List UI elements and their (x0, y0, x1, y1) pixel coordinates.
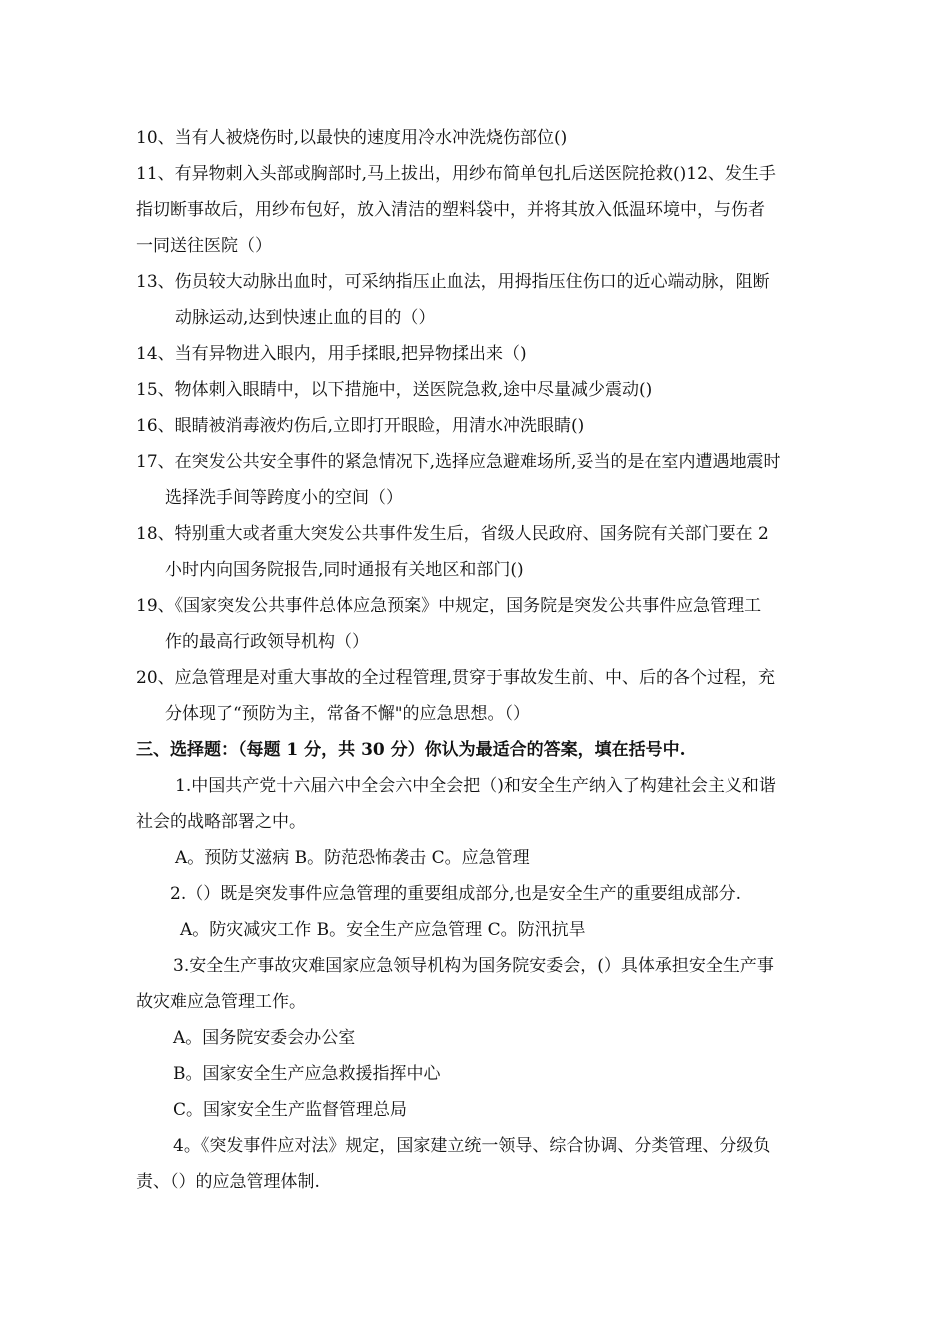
question-14: 14、当有异物进入眼内，用手揉眼,把异物揉出来（) (136, 344, 527, 364)
choice-2-options: A。防灾减灾工作 B。安全生产应急管理 C。防汛抗旱 (180, 920, 586, 940)
question-18-line-2: 小时内向国务院报告,同时通报有关地区和部门() (165, 560, 524, 580)
choice-3-line-1: 3.安全生产事故灾难国家应急领导机构为国务院安委会，(）具体承担安全生产事 (173, 956, 774, 976)
question-20-line-1: 20、应急管理是对重大事故的全过程管理,贯穿于事故发生前、中、后的各个过程，充 (136, 668, 776, 688)
section-three-heading: 三、选择题：（每题 1 分，共 30 分）你认为最适合的答案，填在括号中. (136, 740, 686, 760)
choice-3-line-2: 故灾难应急管理工作。 (136, 992, 306, 1012)
question-13-line-1: 13、伤员较大动脉出血时，可采纳指压止血法，用拇指压住伤口的近心端动脉，阻断 (136, 272, 770, 292)
question-11-line-1: 11、有异物刺入头部或胸部时,马上拔出，用纱布简单包扎后送医院抢救()12、发生手 (136, 164, 776, 184)
question-13-line-2: 动脉运动,达到快速止血的目的（） (175, 308, 436, 328)
question-20-line-2: 分体现了“预防为主，常备不懈"的应急思想。（） (165, 704, 531, 724)
choice-4-line-1: 4。《突发事件应对法》规定，国家建立统一领导、综合协调、分类管理、分级负 (173, 1136, 771, 1156)
question-18-line-1: 18、特别重大或者重大突发公共事件发生后，省级人民政府、国务院有关部门要在 2 (136, 524, 769, 544)
choice-1-options: A。预防艾滋病 B。防范恐怖袭击 C。应急管理 (175, 848, 530, 868)
question-17-line-1: 17、在突发公共安全事件的紧急情况下,选择应急避难场所,妥当的是在室内遭遇地震时 (136, 452, 781, 472)
question-10: 10、当有人被烧伤时,以最快的速度用冷水冲洗烧伤部位() (136, 128, 568, 148)
choice-3-option-b: B。国家安全生产应急救援指挥中心 (173, 1064, 441, 1084)
question-19-line-2: 作的最高行政领导机构（） (165, 632, 369, 652)
question-19-line-1: 19、《国家突发公共事件总体应急预案》中规定，国务院是突发公共事件应急管理工 (136, 596, 762, 616)
choice-3-option-a: A。国务院安委会办公室 (173, 1028, 356, 1048)
question-15: 15、物体刺入眼睛中，以下措施中，送医院急救,途中尽量减少震动() (136, 380, 653, 400)
question-16: 16、眼睛被消毒液灼伤后,立即打开眼睑，用清水冲洗眼睛() (136, 416, 585, 436)
choice-3-option-c: C。国家安全生产监督管理总局 (173, 1100, 408, 1120)
question-12-line-2: 指切断事故后，用纱布包好，放入清洁的塑料袋中，并将其放入低温环境中，与伤者 (136, 200, 765, 220)
choice-1-line-2: 社会的战略部署之中。 (136, 812, 306, 832)
choice-1-line-1: 1.中国共产党十六届六中全会六中全会把（)和安全生产纳入了构建社会主义和谐 (175, 776, 776, 796)
question-12-line-3: 一同送往医院（） (136, 236, 272, 256)
question-17-line-2: 选择洗手间等跨度小的空间（） (165, 488, 403, 508)
choice-4-line-2: 责、（）的应急管理体制. (136, 1172, 320, 1192)
choice-2-question: 2.（）既是突发事件应急管理的重要组成部分,也是安全生产的重要组成部分. (170, 884, 742, 904)
